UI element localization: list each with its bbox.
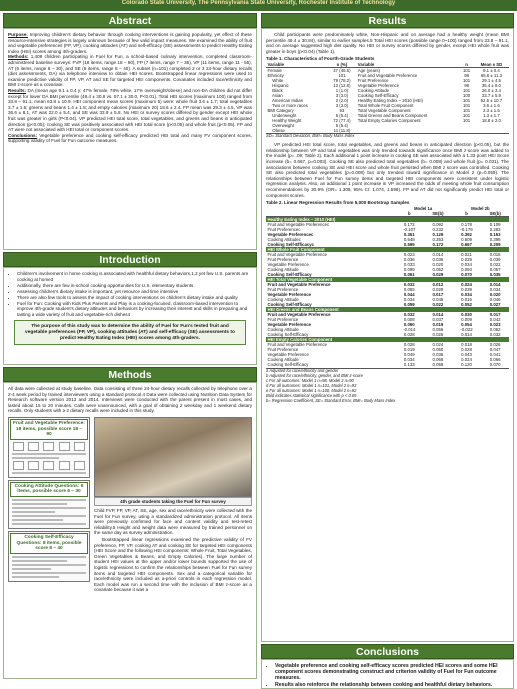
table2-row-label: Cooking Self-Efficacy xyxy=(267,332,309,338)
conclusion-bullet: • Results also reinforce the relationship between cooking and healthful dietary behaviors. xyxy=(275,682,509,688)
table1-cell: Vegetable Preference xyxy=(357,83,400,89)
table2-cell: 0.043 xyxy=(461,352,472,358)
table1-cell: Total Vegetable Component xyxy=(357,108,411,114)
table2-cell: 0.035 xyxy=(489,272,501,278)
table1-cell: 72 (77.4) xyxy=(333,118,351,124)
table1-cell: 79 (78.2) xyxy=(333,78,351,84)
table2-cell: 0.398 xyxy=(489,237,501,243)
table2-row-label: Fruit and Vegetable Preference xyxy=(267,282,331,288)
table2-cell: 0.070 xyxy=(489,362,501,368)
table1-cell: 101 xyxy=(463,103,471,109)
table1-cell: Overweight xyxy=(267,123,295,129)
table2-cell: 0.033 xyxy=(403,262,415,268)
abstract-body xyxy=(3,28,257,250)
conclusions-body xyxy=(261,659,514,689)
table1-header-cell: n xyxy=(459,62,473,68)
conclusion-bullet: • Vegetable preference and cooking self-efficacy scores predicted HEI scores and some HEI component scores demonstrating construct and criterion validity of Fuel for Fun outcome measures. xyxy=(275,663,509,682)
table2-cell: 0.016 xyxy=(489,252,501,258)
table1-cell: 1 (1.0) xyxy=(335,88,349,94)
table2-row-label: Fruit Preferencec xyxy=(267,227,301,233)
table2-cell: -0.179 xyxy=(460,227,473,233)
table2-note-line: b Adjusted for race/ethnicity, gender, and BMI z-score xyxy=(266,373,363,379)
conclusions-heading: Conclusions xyxy=(261,644,514,659)
table2-cell: 0.595 xyxy=(403,242,415,248)
introduction-list xyxy=(8,271,252,317)
purpose-label: Purpose: xyxy=(8,32,28,37)
table2-cell: 0.172 xyxy=(432,242,444,248)
table1-cell: 29.1 ± 4.5 xyxy=(481,78,501,84)
table1-cell: 98 xyxy=(464,73,469,79)
table1-cell: 11 (11.8) xyxy=(333,128,351,134)
table2-cell: 0.667 xyxy=(461,242,472,248)
table2-row-label: Cooking Attitude xyxy=(267,267,299,273)
table2-cell: 0.017 xyxy=(432,292,444,298)
table2-cell: 0.392 xyxy=(461,232,472,238)
table1-cell: 26.0 ± 3.4 xyxy=(481,88,501,94)
table1-cell: Cooking Self-Efficacy xyxy=(357,93,399,99)
table1-header-cell: Variable xyxy=(266,62,328,68)
classroom-photo xyxy=(94,417,252,497)
table1-cell: Two or more races xyxy=(267,103,308,109)
table1-cell: Black xyxy=(267,88,283,94)
table2-row-label: Cooking Self-Efficacy xyxy=(267,362,309,368)
table2-cell: 0.036 xyxy=(432,352,444,358)
results-para-2: VP predicted HEI total score, total vegetables, and greens and beans in anticipated direction (p<0.05), but the relationship between VP and total vegetables was only trended towards significance once BMI z-score was added to the model (p= .09; Table 2). Each additional 1 point increase in cooking SE was associated with a 1.33 point HEI Score increase (b= 0.667, p=0.003). Cooking SE also predicted total vegetables (b= 0.008) and whole fruit (p= 0.031). The associations between cooking SE and HEI score and whole fruit persisted when BMI z score was controlled. Cooking SE also predicted total vegetables (p=0.008) but only trended toward significance in Model 2 (p=0.059). The relationships between Fuel for Fun survey items and targeted HEI components were consistent under logistic regression analysis. Also, an additional 1 point increase in VP increased the odds of meeting whole fruit consumption recommendations by 30.9% (OR= 1.309, 95% CI: 1.074, 1.598). FP and AT did not significantly predict HEI total or component scores. xyxy=(266,142,509,198)
table1-cell: 36.4 ± 8.0 xyxy=(481,83,501,89)
table2-cell: 0.050 xyxy=(432,347,444,353)
table2-cell: 0.014 xyxy=(432,312,444,318)
table2-cell: 0.017 xyxy=(489,312,501,318)
table2-cell: 0.034 xyxy=(461,292,472,298)
table2-cell: 0.037 xyxy=(432,317,444,323)
table2-cell: 0.036 xyxy=(403,257,415,263)
methods-para-2: Child FVP, FP, VP, AT, SE, age, sex and race/ethnicity were collected with the Fuel for Fun survey, using a standardized administration protocol. All items were previously confirmed for face and content validity and test-retest reliability.5 Height and weight data were measured by trained personnel on the same day as survey administration. xyxy=(94,507,252,536)
attitude-figure-title: Cooking Attitude Questions: 6 items, possible score 6 – 30 xyxy=(10,482,88,497)
table1-cell: 1.3 ± 1.7 xyxy=(483,113,500,119)
table2-cell: 0.120 xyxy=(461,362,472,368)
table2-notes xyxy=(266,368,509,403)
methods-para-1: All data were collected at study baseline. Data consisting of three 24-hour dietary recalls collected by telephone over a 2-4 week period by trained interviewers using a standard protocol.4 Data were collected using Nutrition Data System for Research software version 2013 and 2014. Interviews were conducted with the parent present in most cases, and lasted about 15 to 20 minutes. Calls were unannounced, with a goal of obtaining 2 weekday and 1 weekend dietary recalls. Only students with ≥ 2 dietary recalls were included in this study. xyxy=(8,386,252,414)
table1-cell: Underweight xyxy=(267,113,297,119)
table1-header-cell: n (%) xyxy=(328,62,357,68)
photo-caption: 4th grade students taking the Fuel for Fun survey xyxy=(94,497,252,506)
results-heading: Results xyxy=(261,13,514,28)
table2-cell: 0.024 xyxy=(432,342,444,348)
table2-cell: 0.153 xyxy=(489,232,501,238)
table1-cell: 93 xyxy=(339,108,345,114)
table2-cell: 0.052 xyxy=(461,302,472,308)
table2-cell: 0.093 xyxy=(461,267,472,273)
table2-cell: 0.020 xyxy=(489,292,501,298)
table1-cell: White xyxy=(267,78,284,84)
table2-cell: 0.034 xyxy=(403,357,415,363)
table1-cell: 101 xyxy=(463,88,471,94)
table2-row-label: Cooking Attitude xyxy=(267,297,299,303)
table1-cell: 101 xyxy=(463,98,471,104)
table1 xyxy=(266,62,509,133)
table2-row xyxy=(266,362,509,367)
table2-note-line: c For all outcomes: Model 1 n=98, Model 2 n=90 xyxy=(266,378,354,384)
introduction-heading: Introduction xyxy=(3,252,257,267)
conclusions-label: Conclusions: xyxy=(8,132,38,138)
table2-row-label: Vegetable Preference xyxy=(267,322,311,328)
table1-cell: Total Whole Fruit Component xyxy=(357,103,414,109)
methods-label: Methods: xyxy=(8,54,29,60)
table1-cell: 62.5 ± 10.7 xyxy=(480,98,503,104)
table2-cell: 0.056 xyxy=(432,327,444,333)
table1-cell: Total Greens and Beans Component xyxy=(357,113,428,119)
table2-cell: 0.027 xyxy=(489,302,501,308)
table2-cell: 0.021 xyxy=(461,252,472,258)
self-efficacy-figure-title: Cooking Self-Efficacy Questions: 8 items, possible score 8 – 40 xyxy=(10,533,88,554)
table1-cell: Obese xyxy=(267,128,285,134)
purpose-text: Improving children's dietary behavior through cooking interventions is gaining popularity, yet effect of these resource-intensive strategies is largely unknown because of few valid impact measures. We examined the ability of fruit and vegetable preferences (FP, VP), cooking attitudes (AT) and self-efficacy (SE) assessments to predict Healthy Eating Index (HEI) scores among 4th-graders. xyxy=(8,32,252,54)
table2-cell: 0.008 xyxy=(403,317,415,323)
table2-cell: 0.030 xyxy=(461,312,472,318)
table2-cell: 0.044 xyxy=(403,292,415,298)
table2-cell: 0.039 xyxy=(489,257,501,263)
table2-cell: 0.353 xyxy=(432,237,444,243)
table2-cell: 0.133 xyxy=(403,362,415,368)
table1-cell: Healthy Weight xyxy=(267,118,302,124)
table2-cell: 0.036 xyxy=(432,257,444,263)
table2-cell: 0.028 xyxy=(461,347,472,353)
abstract-heading: Abstract xyxy=(3,13,257,28)
table2-cell: 0.060 xyxy=(403,322,415,328)
table2-cell: 0.028 xyxy=(403,342,415,348)
table2-cell: 0.023 xyxy=(403,252,415,258)
table2 xyxy=(266,206,509,367)
table2-cell: 0.024 xyxy=(461,357,472,363)
table2-cell: 0.061 xyxy=(403,272,415,278)
table2-row-label: Fruit Preference xyxy=(267,347,299,353)
fvp-survey-figure xyxy=(8,417,90,478)
self-efficacy-survey-figure xyxy=(8,531,90,582)
table2-row-label: Cooking Attitudec xyxy=(267,237,301,243)
table2-cell: 0.062 xyxy=(489,327,501,333)
conclusions-text: Vegetable preference and cooking self-efficacy predicted HEI total and many FV component scores, supporting validity of Fuel for Fun outcome measures. xyxy=(8,132,253,144)
table1-cell: 5 (5.4) xyxy=(335,123,349,129)
table2-cell: 0.009 xyxy=(461,317,472,323)
table2-row-label: Cooking Self-Efficacy xyxy=(267,302,312,308)
intro-bullet: • There are also few tools to assess the impact of cooking interventions on children's dietary intake and quality xyxy=(17,295,252,301)
table2-cell: 0.029 xyxy=(461,257,472,263)
table2-cell: 0.015 xyxy=(461,297,472,303)
table2-sub-header: SE(b) xyxy=(489,211,501,217)
intro-bullet: • Children's involvement in home cooking is associated with healthful dietary behaviors,1,2 yet few U.S. parents are cooking at home3 xyxy=(17,271,252,282)
table2-cell: 0.058 xyxy=(432,362,444,368)
table1-cell: BMI Category xyxy=(267,108,294,114)
table2-row-label: Cooking Self-Efficacyc xyxy=(267,242,315,248)
table2-cell: 0.042 xyxy=(489,317,501,323)
table2-model1-header: Model 1a xyxy=(413,206,433,212)
intro-bullet: • Additionally, there are few in-school cooking opportunities for U.S. elementary students xyxy=(17,283,252,289)
table2-row-label: Vegetable Preference xyxy=(267,292,311,298)
table1-cell: 2 (2.0) xyxy=(335,98,349,104)
table1-cell: Fruit and Vegetable Preference xyxy=(357,73,418,79)
table1-cell: 98 xyxy=(464,83,469,89)
table2-cell: 0.178 xyxy=(461,222,472,228)
table2-cell: 0.032 xyxy=(403,282,415,288)
table1-cell: 18.8 ± 2.0 xyxy=(481,118,501,124)
table1-cell: 101 xyxy=(463,78,471,84)
table2-section-title: HEI Empty Calories Component xyxy=(266,337,509,342)
table2-sub-header: b xyxy=(465,211,468,217)
table2-model2-header: Model 2b xyxy=(471,206,490,212)
table2-row-label: Fruit and Vegetable Preferencec xyxy=(267,222,330,228)
table2-cell: 0.109 xyxy=(489,222,501,228)
methods-heading: Methods xyxy=(3,367,257,382)
table2-cell: 0.049 xyxy=(403,352,415,358)
table2-cell: 0.066 xyxy=(489,357,501,363)
table1-cell: 13 (12.8) xyxy=(333,83,351,89)
table1-cell: Asian xyxy=(267,93,283,99)
table2-cell: 0.023 xyxy=(489,322,501,328)
table2-cell: -0.014 xyxy=(403,327,416,333)
table1-cell: 101 xyxy=(463,68,471,74)
table2-cell: 0.032 xyxy=(489,332,501,338)
table1-cell: 65.6 ± 11.3 xyxy=(480,73,502,79)
table1-note: SD= Standard Deviation, BMI= Body Mass Index xyxy=(266,133,509,139)
table2-cell: 0.283 xyxy=(489,227,501,233)
table2-section-title: Healthy Eating Index – 2010 (HEI) xyxy=(266,217,509,223)
table2-cell: 0.029 xyxy=(432,272,444,278)
right-column xyxy=(261,13,514,689)
table2-cell: 0.018 xyxy=(461,342,472,348)
table1-header-cell: Mean ± SD xyxy=(474,62,509,68)
table1-cell: 101 xyxy=(338,73,346,79)
table2-cell: 0.014 xyxy=(432,252,444,258)
attitude-survey-figure xyxy=(8,480,90,529)
table2-cell: 0.648 xyxy=(403,237,415,243)
table2-cell: 0.026 xyxy=(489,342,501,348)
table1-cell: Age (years) xyxy=(357,68,380,74)
table2-cell: 0.070 xyxy=(461,272,472,278)
table1-header-cell: Variable xyxy=(356,62,459,68)
affiliation-text: Colorado State University, The Pennsylvania State University, Rochester Institute of Technology xyxy=(121,0,396,6)
table2-note-line: Bold indicates statistical significance with p < 0.05 xyxy=(266,392,357,398)
table2-cell: 0.059 xyxy=(403,302,415,308)
table2-cell: 0.034 xyxy=(461,262,472,268)
table1-cell: 100 xyxy=(463,93,471,99)
table2-cell: 0.054 xyxy=(461,322,472,328)
table2-cell: 0.055 xyxy=(403,287,415,293)
introduction-body xyxy=(3,267,257,365)
table2-cell: 0.014 xyxy=(461,332,472,338)
table2-cell: 0.039 xyxy=(461,287,472,293)
table2-cell: 0.172 xyxy=(403,222,415,228)
table2-cell: -0.022 xyxy=(460,327,473,333)
table2-caption: Table 2. Linear Regression Results from 5,000 Bootstrap Samples xyxy=(266,200,410,206)
table2-cell: 0.057 xyxy=(489,267,501,273)
table2-cell: 0.022 xyxy=(489,262,501,268)
results-body xyxy=(261,28,514,642)
table1-cell: 101 xyxy=(463,118,471,124)
table2-cell: 0.032 xyxy=(403,312,415,318)
table2-cell: 0.024 xyxy=(461,282,472,288)
table2-cell: 0.046 xyxy=(489,297,501,303)
table1-cell: 2.3 ± 1.5 xyxy=(483,108,500,114)
table1-cell: 101 xyxy=(463,113,471,119)
results-text: DA (mean age 9.1 ± 0.4 y; 47% female, 78% white, 17% overweight/obese) and non-DA children did not differ except for lower DA BMI percentile (49.4 ± 30.8 vs. 57.1 ± 30.0, P<0.01). Total HEI scores (maximum 100) ranged from 33.8 – 91.1, mean 63.8 ± 10.9. HEI component mean scores (maximum 5) were: whole fruit 3.6 ± 1.7; total vegetables 3.7 ± 1.6; greens and beans 1.4 ± 1.8; and empty calories (maximum 20) 18.6 ± 2.4. FP mean was 29.3 ± 4.5, VP was 36.6 ± 8.1, AT was 22.0 ± 5.4, and SE was 33.9 ± 5.8. No HEI or survey scores differed by gender except HEI whole fruit was greater in girls (P<0.04). VP predicted HEI total score, total vegetables, and greens and beans in anticipated direction (p<0.05); cooking SE was positively associated with HEI total score (p<0.05) and whole fruit (p<0.05). FP and AT were not associated with HEI total or component scores. xyxy=(8,87,252,133)
conclusions-list xyxy=(266,663,509,688)
table2-cell: 0.052 xyxy=(432,267,444,273)
table2-row-label: Cooking Attitude xyxy=(267,357,299,363)
table1-cell: 33.7 ± 5.9 xyxy=(481,93,501,99)
table2-cell: 0.019 xyxy=(403,347,415,353)
table2-cell: 0.012 xyxy=(432,282,444,288)
table2-row-label: Fruit and Vegetable Preference xyxy=(267,312,331,318)
table2-row-label: Fruit and Vegetable Preference xyxy=(267,342,327,348)
table1-cell: Female xyxy=(267,68,282,74)
table2-cell: 0.209 xyxy=(489,242,501,248)
table1-cell: Healthy Eating Index – 2010 (HEI) xyxy=(357,98,423,104)
table2-cell: 0.068 xyxy=(432,357,444,363)
table2-cell: -0.107 xyxy=(403,227,416,233)
table2-row-label: Vegetable Preferencec xyxy=(267,232,314,238)
table1-cell: Ethnicity xyxy=(267,73,284,79)
table2-cell: 0.129 xyxy=(432,232,444,238)
table2-note-line: a Adjusted for race/ethnicity and gender xyxy=(266,368,339,374)
intro-bullet: • Fuel for Fun: Cooking with Kids Plus Parents and Play is a cooking-focused, classroom-based intervention to improve 4th-grade student's dietary attitudes and behaviors by increasing their interest and skills in preparing and tasting a wide variety of fruit and vegetable-rich dishes4 xyxy=(17,301,252,318)
methods-para-3: Bootstrapped linear regressions examined the predictive validity of FV preference, FP, VP, cooking AT and cooking SE for targeted HEI components (HEI Score and the following HEI components: Whole Fruit, Total Vegetables, Green Vegetables & Beans, and Empty Calories). The large number of student HEI values at the upper and/or lower bounds supported the use of logistic regressions to confirm the relationships between Fuel for Fun survey items and targeted HEI components. Sex and a categorical variable for race/ethnicity were included as a-priori controls in each regression model. Each model was run a second time with the inclusion of BMI z-score as a covariate because it was a xyxy=(94,536,252,593)
table1-cell: Fruit Preference xyxy=(357,78,389,84)
table2-row-label: Fruit Preference xyxy=(267,317,299,323)
table2-sub-header: SE(b) xyxy=(432,211,444,217)
table2-row-label: Vegetable Preference xyxy=(267,352,309,358)
table1-cell: 3 (3.0) xyxy=(335,103,349,109)
table2-cell: 0.014 xyxy=(489,282,501,288)
table2-section-title: HEI Greens and Beans Component xyxy=(266,307,509,312)
table2-cell: 0.361 xyxy=(403,232,415,238)
table2-row-label: Fruit and Vegetable Preference xyxy=(267,252,327,258)
table1-cell: 3 (3.0) xyxy=(335,93,349,99)
table1-cell: Cooking Attitude xyxy=(357,88,390,94)
table2-cell: 0.047 xyxy=(489,347,501,353)
table1-cell: American Indian xyxy=(267,98,304,104)
table2-section-title: HEI Whole Fruit Component xyxy=(266,247,509,252)
table1-caption: Table 1. Characteristics of Fourth-Grade Students xyxy=(266,56,375,62)
table1-cell: 3.6 ± 1.6 xyxy=(483,103,500,109)
table2-sub-header: b xyxy=(407,211,411,217)
table2-note-line: d For all outcomes: Model 1 n=101, Model 2 n=93 xyxy=(266,382,357,388)
methods-text: 1,409 children participating in Fuel for Fun, a school-based culinary intervention, completed classroom-administered baseline surveys: FVP (18 items, range 18 – 90), FP (7 items, range 7 – 35), VP (11 items, range 11 - 55), AT (6 items, range 6 – 30), and SE (8 items, range 8 – 40). A subset (n=101) completed 2 or 3 24-hour dietary recalls (diet assessments, DA) via telephone interview to obtain HEI scores. Bootstrapped linear regressions were used to examine predictive validity of FP, VP, AT and SE for targeted HEI components. Covariates included race/ethnicity and BMI z-score as a covariate. xyxy=(8,54,253,88)
table2-cell: 0.034 xyxy=(403,297,415,303)
table2-cell: 0.020 xyxy=(432,262,444,268)
table1-cell: Hispanic xyxy=(267,83,289,89)
table2-cell: 0.029 xyxy=(432,287,444,293)
table2-cell: 0.019 xyxy=(432,322,444,328)
intro-bullet: • Assessing children's dietary intake is important, yet resource and time intensive xyxy=(17,289,252,295)
table2-cell: 0.028 xyxy=(403,332,415,338)
table1-cell: Total Empty Calories Component xyxy=(357,118,421,124)
table2-section-title: HEI Total Vegetable Component xyxy=(266,277,509,282)
table2-row-label: Cooking Self-Efficacy xyxy=(267,272,312,278)
table2-cell: 0.232 xyxy=(432,227,444,233)
table2-cell: 0.034 xyxy=(489,287,501,293)
table2-row-label: Fruit Preference xyxy=(267,257,299,263)
table2-note-line: e For all outcomes: Model 1 n=100, Model 2 n=92 xyxy=(266,387,357,393)
left-column xyxy=(3,13,257,679)
affiliation-bar xyxy=(0,0,517,11)
table2-row-label: Vegetable Preference xyxy=(267,262,309,268)
results-label: Results: xyxy=(8,87,27,93)
results-intro: Child participants were predominately white, Non-Hispanic and on average had a healthy weight (mean BMI percentile 49.4 ± 30.84), similar to earlier samples.5 Total HEI scores (possible range 0~100) ranged from 33.8 – 91.1, and on average suggested high diet quality. No HEI or survey scores differed by gender, except HEI whole fruit was greater in boys (p<0.04) (Table 1). xyxy=(266,32,509,54)
table2-cell: 0.025 xyxy=(432,332,444,338)
table2-cell: 0.609 xyxy=(461,237,472,243)
fvp-figure-title: Fruit and Vegetable Preference: 18 items, possible score 18 – 90 xyxy=(10,419,88,440)
table2-cell: 0.099 xyxy=(403,267,415,273)
table1-cell: 5 (5.4) xyxy=(335,113,349,119)
purpose-box: The purpose of this study was to determine the ability of Fuel for Fun's tested fruit and vegetable preferences (FP, VP), cooking attitudes (AT) and self-efficacy (SE) assessments to predict Healthy Eating Index (HEI) scores among 4th-graders. xyxy=(14,320,246,345)
table2-row-label: Fruit Preference xyxy=(267,287,299,293)
table2-note-line: b= Regression Coefficient, SE= Standard Error, BMI= Body Mass Index xyxy=(266,397,396,403)
table1-cell: 101 xyxy=(463,108,471,114)
table2-row-label: Cooking Attitude xyxy=(267,327,299,333)
table1-cell: 9.1 ± 0.4 xyxy=(483,68,500,74)
methods-body xyxy=(3,382,257,679)
table2-cell: 0.092 xyxy=(432,222,444,228)
table2-cell: 0.022 xyxy=(432,302,444,308)
table1-cell: 47 (46.5) xyxy=(333,68,351,74)
table2-cell: 0.041 xyxy=(489,352,501,358)
table2-cell: 0.045 xyxy=(432,297,444,303)
